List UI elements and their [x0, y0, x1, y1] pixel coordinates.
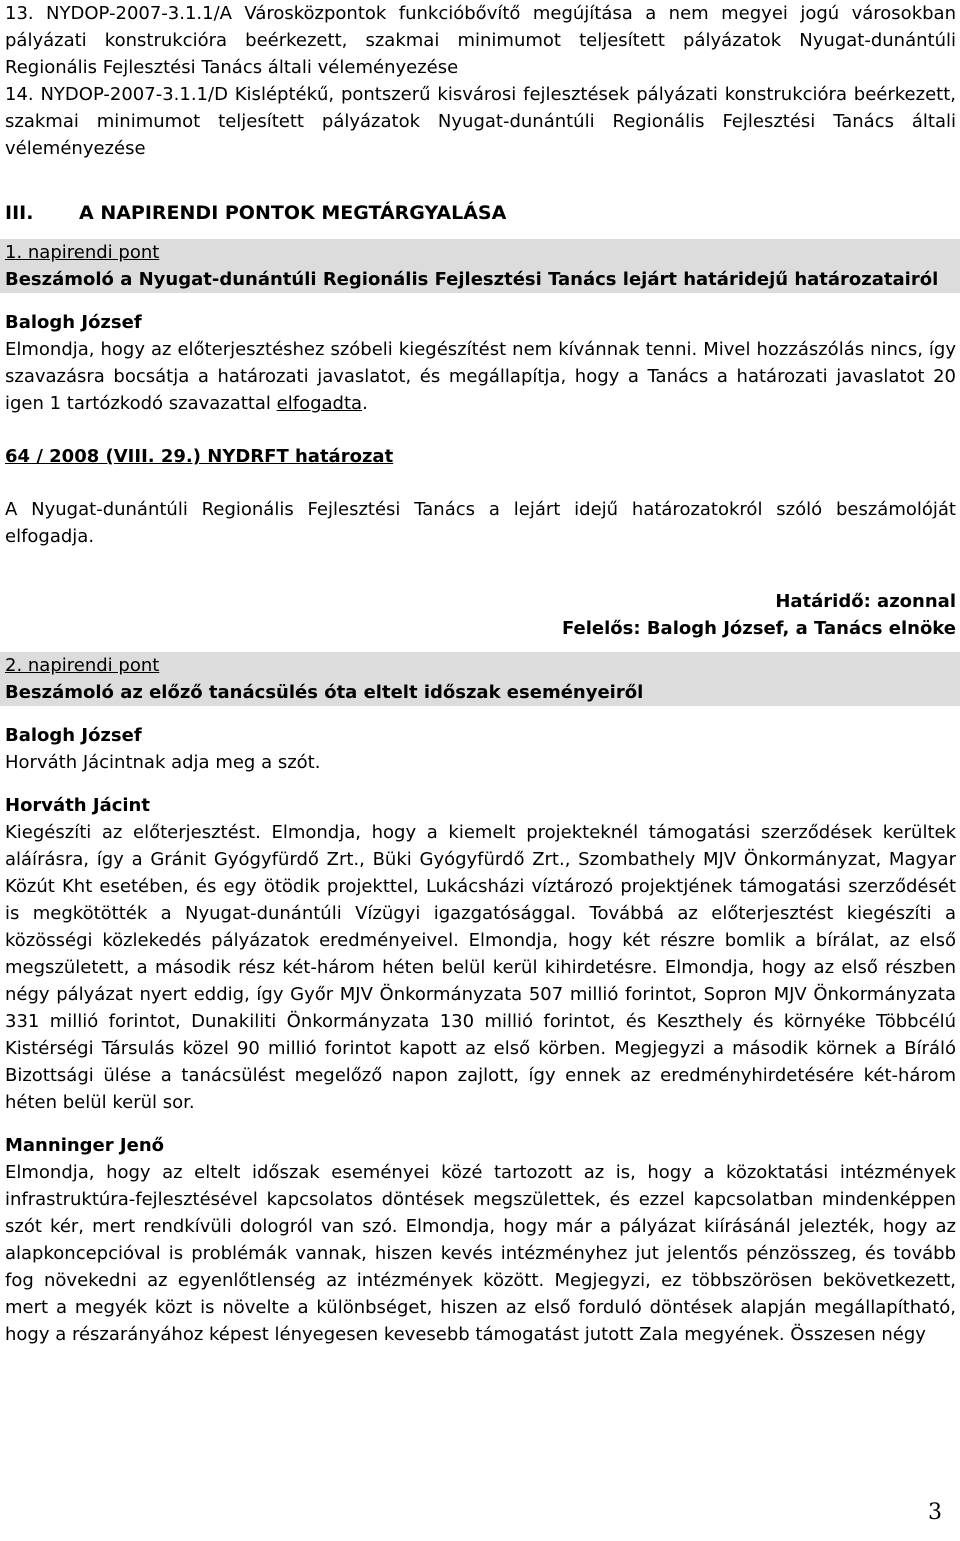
- speech-horvath: [5, 792, 956, 1116]
- point1-number: 1. napirendi pont: [5, 242, 160, 263]
- deadline-block: [5, 588, 956, 642]
- document-page: [5, 0, 956, 1348]
- speaker-name: Balogh József: [5, 725, 142, 746]
- point1-text-main: Elmondja, hogy az előterjesztéshez szóbeli kiegészítést nem kívánnak tenni. Mivel hozzászólás nincs, így szavazásra bocsátja a határozati javaslatot, és megállapítja, hogy a Tanács a határozati javaslatot 20 igen 1 tartózkodó szavazattal: [5, 339, 956, 414]
- deadline: Határidő: azonnal: [775, 591, 956, 612]
- point1-speaker: Balogh József: [5, 312, 142, 333]
- speaker-name: Horváth Jácint: [5, 795, 150, 816]
- section-heading: [5, 200, 956, 227]
- speech-text: Horváth Jácintnak adja meg a szót.: [5, 752, 321, 773]
- resolution-id: 64 / 2008 (VIII. 29.) NYDRFT határozat: [5, 446, 394, 467]
- speech-manninger: [5, 1132, 956, 1348]
- speaker-name: Manninger Jenő: [5, 1135, 164, 1156]
- agenda-item-14: 14. NYDOP-2007-3.1.1/D Kisléptékű, pontszerű kisvárosi fejlesztések pályázati konstrukcióra beérkezett, szakmai minimumot teljesített pályázatok Nyugat-dunántúli Regionális Fejlesztési Tanács általi véleményezése: [5, 84, 956, 159]
- speech-text: Kiegészíti az előterjesztést. Elmondja, hogy a kiemelt projekteknél támogatási szerződések kerültek aláírásra, így a Gránit Gyógyfürdő Zrt., Büki Gyógyfürdő Zrt., Szombathely MJV Önkormányzat, Magyar Közút Kht esetében, és egy ötödik projekttel, Lukácsházi víztározó projektjének támogatási szerződését is megkötötték a Nyugat-dunántúli Vízügyi igazgatósággal. Továbbá az előterjesztést kiegészíti a közösségi közlekedés pályázatok eredményeivel. Elmondja, hogy két részre bomlik a bírálat, az első megszületett, a második rész két-három héten belül kerül kihirdetésre. Elmondja, hogy az első részben négy pályázat nyert eddig, így Győr MJV Önkormányzata 507 millió forintot, Sopron MJV Önkormányzata 331 millió forintot, Dunakiliti Önkormányzata 130 millió forintot, és Keszthely és környéke Többcélú Kistérségi Társulás közel 90 millió forintot kapott az első körben. Megjegyzi a második körnek a Bíráló Bizottsági ülése a tanácsülést megelőző napon zajlott, így ennek az eredményhirdetésére két-három héten belül kerül sor.: [5, 822, 956, 1113]
- speech-text: Elmondja, hogy az eltelt időszak eseményei közé tartozott az is, hogy a közoktatási intézmények infrastruktúra-fejlesztésével kapcsolatos döntések megszülettek, és ezzel kapcsolatban mindenképpen szót kér, mert rendkívüli dologról van szó. Elmondja, hogy már a pályázat kiírásánál jelezték, hogy az alapkoncepcióval is problémák vannak, hiszen kevés intézményhez jut jelentős pénzösszeg, és tovább fog növekedni az egyenlőtlenség az intézmények között. Megjegyzi, ez többszörösen bekövetkezett, mert a megyék közt is növelte a különbséget, hiszen az első forduló döntések alapján megállapítható, hogy a részarányához képest lényegesen kevesebb támogatást jutott Zala megyének. Összesen négy: [5, 1162, 956, 1345]
- agenda-item-13: 13. NYDOP-2007-3.1.1/A Városközpontok funkcióbővítő megújítása a nem megyei jogú városokban pályázati konstrukcióra beérkezett, szakmai minimumot teljesített pályázatok Nyugat-dunántúli Regionális Fejlesztési Tanács általi véleményezése: [5, 3, 956, 78]
- point2-number: 2. napirendi pont: [5, 655, 160, 676]
- point2-title: Beszámoló az előző tanácsülés óta eltelt időszak eseményeiről: [5, 682, 644, 703]
- point1-text-end: .: [362, 393, 368, 414]
- point1-header: [0, 239, 960, 293]
- point1-text-accepted: elfogadta: [276, 393, 363, 414]
- section-title: A NAPIRENDI PONTOK MEGTÁRGYALÁSA: [79, 202, 507, 224]
- responsible: Felelős: Balogh József, a Tanács elnöke: [561, 618, 956, 639]
- point1-text: [5, 336, 956, 417]
- point2-header: [0, 652, 960, 706]
- resolution-text: A Nyugat-dunántúli Regionális Fejlesztési Tanács a lejárt idejű határozatokról szóló beszámolóját elfogadja.: [5, 499, 956, 547]
- page-number: 3: [928, 1500, 942, 1525]
- section-number: III.: [5, 202, 34, 224]
- speech-balogh: [5, 722, 956, 776]
- point1-title: Beszámoló a Nyugat-dunántúli Regionális Fejlesztési Tanács lejárt határidejű határozatairól: [5, 269, 939, 290]
